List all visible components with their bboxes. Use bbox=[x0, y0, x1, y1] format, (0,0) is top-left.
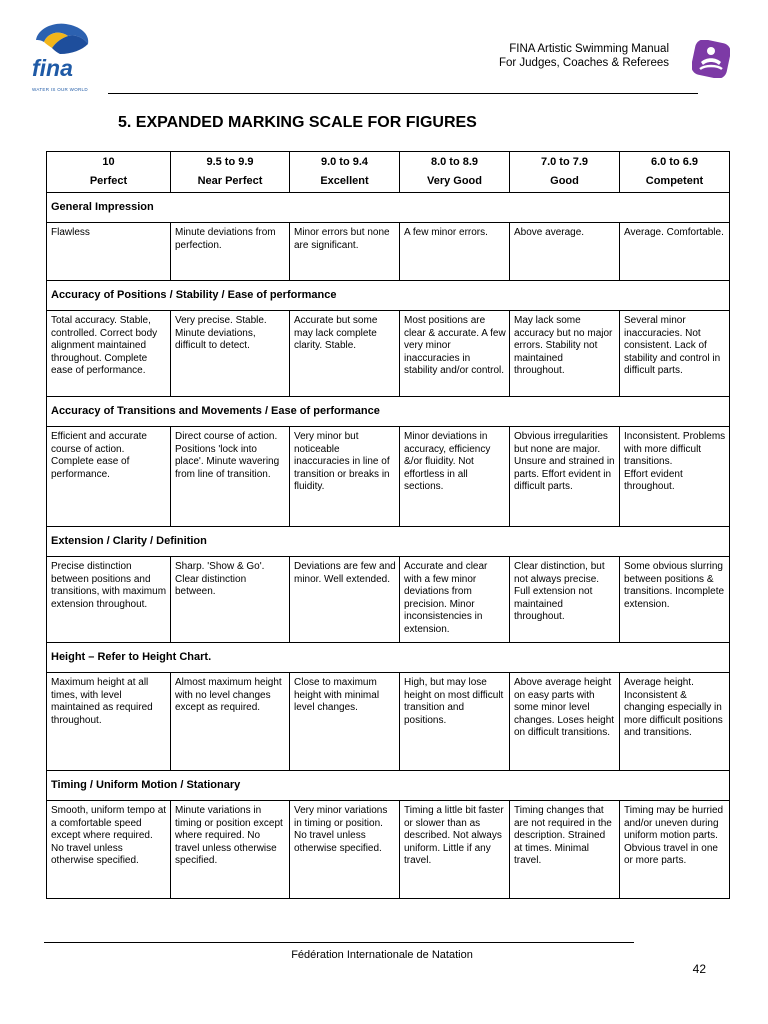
column-header: 10 Perfect bbox=[47, 152, 171, 193]
table-cell: Direct course of action. Positions 'lock into place'. Minute wavering from line of transition. bbox=[171, 427, 290, 527]
footer-organisation: Fédération Internationale de Natation bbox=[291, 949, 473, 961]
category-title: Accuracy of Positions / Stability / Ease of performance bbox=[47, 281, 730, 311]
table-cell: Deviations are few and minor. Well extended. bbox=[290, 557, 400, 643]
table-cell: Precise distinction between positions and transitions, with maximum extension throughout. bbox=[47, 557, 171, 643]
fina-globe-icon bbox=[30, 20, 92, 92]
table-cell: Average height. Inconsistent & changing especially in more difficult positions and transitions. bbox=[620, 673, 730, 771]
table-cell: Minor deviations in accuracy, efficiency &/or fluidity. Not effortless in all sections. bbox=[400, 427, 510, 527]
category-title: Height – Refer to Height Chart. bbox=[47, 643, 730, 673]
table-cell: Efficient and accurate course of action. Complete ease of performance. bbox=[47, 427, 171, 527]
table-cell: Minor errors but none are significant. bbox=[290, 223, 400, 281]
category-row bbox=[47, 527, 730, 557]
marking-scale-table bbox=[46, 151, 730, 899]
category-row bbox=[47, 193, 730, 223]
table-cell: May lack some accuracy but no major errors. Stability not maintained throughout. bbox=[510, 311, 620, 397]
page-number: 42 bbox=[692, 962, 706, 976]
table-cell: Total accuracy. Stable, controlled. Correct body alignment maintained throughout. Complete ease of performance. bbox=[47, 311, 171, 397]
table-row bbox=[47, 557, 730, 643]
footer-divider bbox=[44, 942, 634, 943]
table-row bbox=[47, 673, 730, 771]
table-cell: Timing changes that are not required in the description. Strained at times. Minimal travel. bbox=[510, 801, 620, 899]
table-cell: Minute variations in timing or position except where required. No travel unless otherwise specified. bbox=[171, 801, 290, 899]
table-cell: Timing may be hurried and/or uneven during uniform motion parts. Obvious travel in one or more parts. bbox=[620, 801, 730, 899]
category-row bbox=[47, 397, 730, 427]
table-header-row bbox=[47, 152, 730, 193]
column-header: 9.5 to 9.9 Near Perfect bbox=[171, 152, 290, 193]
table-cell: Inconsistent. Problems with more difficult transitions. Effort evident throughout. bbox=[620, 427, 730, 527]
table-cell: Clear distinction, but not always precise. Full extension not maintained throughout. bbox=[510, 557, 620, 643]
category-row bbox=[47, 771, 730, 801]
category-title: Accuracy of Transitions and Movements / Ease of performance bbox=[47, 397, 730, 427]
fina-logo bbox=[30, 20, 92, 92]
table-cell: Most positions are clear & accurate. A few very minor inaccuracies in stability and/or control. bbox=[400, 311, 510, 397]
table-cell: Smooth, uniform tempo at a comfortable speed except where required. No travel unless otherwise specified. bbox=[47, 801, 171, 899]
table-cell: Maximum height at all times, with level maintained as required throughout. bbox=[47, 673, 171, 771]
column-header: 6.0 to 6.9 Competent bbox=[620, 152, 730, 193]
table-cell: Sharp. 'Show & Go'. Clear distinction between. bbox=[171, 557, 290, 643]
artistic-swimming-icon bbox=[692, 40, 730, 78]
column-header: 9.0 to 9.4 Excellent bbox=[290, 152, 400, 193]
table-cell: Very minor variations in timing or position. No travel unless otherwise specified. bbox=[290, 801, 400, 899]
table-cell: Minute deviations from perfection. bbox=[171, 223, 290, 281]
table-cell: Very minor but noticeable inaccuracies in line of transition or breaks in fluidity. bbox=[290, 427, 400, 527]
header-divider bbox=[108, 93, 698, 94]
table-row bbox=[47, 427, 730, 527]
table-cell: Accurate but some may lack complete clarity. Stable. bbox=[290, 311, 400, 397]
table-cell: Accurate and clear with a few minor deviations from precision. Minor inconsistencies in extension. bbox=[400, 557, 510, 643]
table-cell: Timing a little bit faster or slower than as described. Not always uniform. Little if any travel. bbox=[400, 801, 510, 899]
table-cell: Some obvious slurring between positions & transitions. Incomplete extension. bbox=[620, 557, 730, 643]
category-title: General Impression bbox=[47, 193, 730, 223]
table-cell: A few minor errors. bbox=[400, 223, 510, 281]
table-cell: Very precise. Stable. Minute deviations, difficult to detect. bbox=[171, 311, 290, 397]
table-cell: Close to maximum height with minimal level changes. bbox=[290, 673, 400, 771]
column-header: 8.0 to 8.9 Very Good bbox=[400, 152, 510, 193]
table-row bbox=[47, 223, 730, 281]
table-cell: Average. Comfortable. bbox=[620, 223, 730, 281]
table-cell: Above average height on easy parts with some minor level changes. Loses height on difficult transitions. bbox=[510, 673, 620, 771]
header-manual-title: FINA Artistic Swimming Manual bbox=[509, 43, 669, 55]
section-title: 5. EXPANDED MARKING SCALE FOR FIGURES bbox=[118, 114, 477, 131]
table-row bbox=[47, 801, 730, 899]
document-header bbox=[499, 42, 669, 70]
column-header: 7.0 to 7.9 Good bbox=[510, 152, 620, 193]
table-cell: High, but may lose height on most difficult transition and positions. bbox=[400, 673, 510, 771]
logo-tagline: WATER IS OUR WORLD bbox=[32, 87, 88, 92]
table-cell: Obvious irregularities but none are major. Unsure and strained in parts. Effort evident in difficult parts. bbox=[510, 427, 620, 527]
table-cell: Almost maximum height with no level changes except as required. bbox=[171, 673, 290, 771]
table-cell: Several minor inaccuracies. Not consistent. Lack of stability and control in difficult parts. bbox=[620, 311, 730, 397]
header-audience: For Judges, Coaches & Referees bbox=[498, 57, 669, 69]
category-row bbox=[47, 281, 730, 311]
category-title: Extension / Clarity / Definition bbox=[47, 527, 730, 557]
category-row bbox=[47, 643, 730, 673]
svg-text:fina: fina bbox=[32, 55, 73, 81]
table-row bbox=[47, 311, 730, 397]
table-cell: Above average. bbox=[510, 223, 620, 281]
category-title: Timing / Uniform Motion / Stationary bbox=[47, 771, 730, 801]
table-cell: Flawless bbox=[47, 223, 171, 281]
